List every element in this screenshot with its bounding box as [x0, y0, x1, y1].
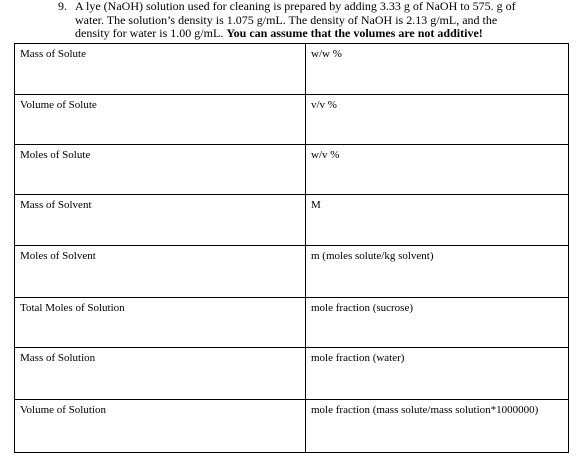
problem-number: 9.: [58, 0, 67, 13]
cell-mole-fraction-ppm[interactable]: mole fraction (mass solute/mass solution*1000000): [306, 400, 569, 453]
problem-text-line-1: A lye (NaOH) solution used for cleaning is prepared by adding 3.33 g of NaOH to 575. g of: [75, 0, 516, 13]
cell-moles-of-solute[interactable]: Moles of Solute: [15, 145, 306, 195]
table-row: [15, 44, 569, 95]
problem-statement: [58, 0, 558, 41]
cell-mass-of-solution[interactable]: Mass of Solution: [15, 348, 306, 400]
cell-moles-of-solvent[interactable]: Moles of Solvent: [15, 246, 306, 298]
cell-mass-of-solvent[interactable]: Mass of Solvent: [15, 195, 306, 246]
cell-total-moles-of-solution[interactable]: Total Moles of Solution: [15, 298, 306, 348]
cell-mole-fraction-water[interactable]: mole fraction (water): [306, 348, 569, 400]
cell-mole-fraction-sucrose[interactable]: mole fraction (sucrose): [306, 298, 569, 348]
table-row: [15, 145, 569, 195]
problem-text-line-2: water. The solution’s density is 1.075 g/mL. The density of NaOH is 2.13 g/mL, and the: [75, 12, 498, 27]
worksheet-table: [14, 43, 569, 453]
cell-w-v-percent[interactable]: w/v %: [306, 145, 569, 195]
cell-v-v-percent[interactable]: v/v %: [306, 95, 569, 145]
cell-w-w-percent[interactable]: w/w %: [306, 44, 569, 95]
table-row: [15, 348, 569, 400]
cell-mass-of-solute[interactable]: Mass of Solute: [15, 44, 306, 95]
problem-text: [75, 0, 558, 41]
cell-volume-of-solute[interactable]: Volume of Solute: [15, 95, 306, 145]
problem-emphasis-note: You can assume that the volumes are not additive!: [226, 26, 483, 40]
table-row: [15, 195, 569, 246]
cell-molarity[interactable]: M: [306, 195, 569, 246]
table-row: [15, 95, 569, 145]
cell-volume-of-solution[interactable]: Volume of Solution: [15, 400, 306, 453]
problem-text-line-3: [75, 27, 558, 41]
table-row: [15, 400, 569, 453]
table-row: [15, 246, 569, 298]
table-row: [15, 298, 569, 348]
problem-text-line-3-normal: density for water is 1.00 g/mL.: [75, 26, 227, 40]
cell-molality[interactable]: m (moles solute/kg solvent): [306, 246, 569, 298]
